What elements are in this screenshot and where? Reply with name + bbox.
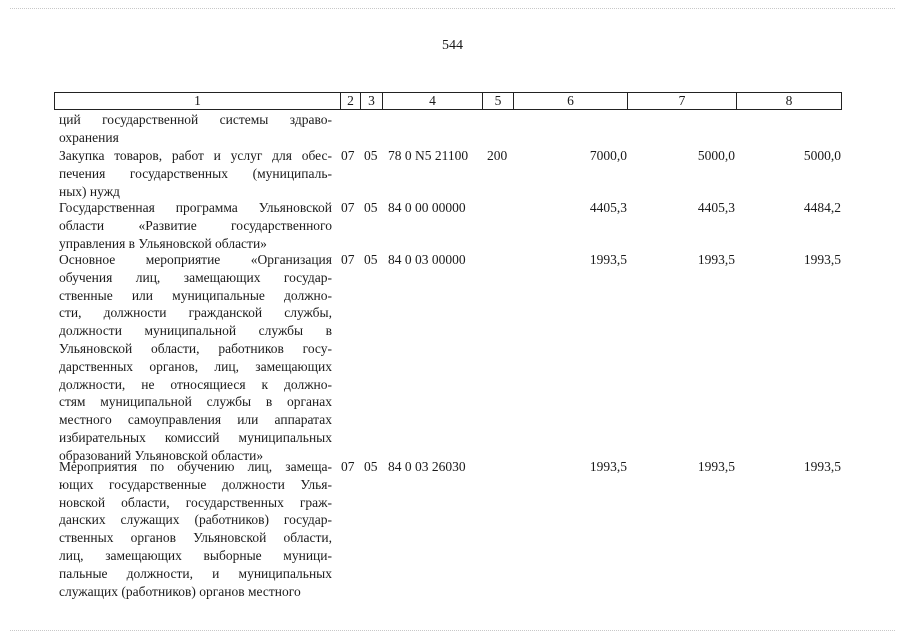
- header-col-7: 7: [628, 93, 737, 109]
- cell-amount-8: 4484,2: [803, 200, 841, 215]
- header-col-4: 4: [383, 93, 483, 109]
- cell-subsection: 05: [364, 200, 378, 215]
- page-number: 544: [442, 38, 463, 53]
- description-line: лиц, замещающих выборные муници-: [59, 547, 332, 563]
- header-col-1: 1: [55, 93, 341, 109]
- cell-amount-7: 5000,0: [697, 148, 735, 163]
- cell-section: 07: [341, 148, 355, 163]
- scan-edge-bottom: [10, 630, 895, 632]
- cell-expense-type: 200: [487, 148, 508, 163]
- cell-section: 07: [341, 200, 355, 215]
- description-line: сти, должности гражданской службы,: [59, 305, 332, 321]
- description-line: стям муниципальной службы в органах: [59, 394, 332, 410]
- description-line: данских служащих (работников) государ-: [59, 512, 332, 528]
- description-line: местного самоуправления или аппаратах: [59, 412, 332, 428]
- description-line: области «Развитие государственного: [59, 217, 332, 233]
- cell-amount-6: 7000,0: [589, 148, 627, 163]
- cell-subsection: 05: [364, 459, 378, 474]
- description-line: образований Ульяновской области»: [59, 447, 264, 463]
- row-description: [59, 251, 332, 465]
- cell-target-code: 84 0 03 00000: [388, 252, 466, 267]
- cell-amount-8: 1993,5: [803, 252, 841, 267]
- cell-amount-7: 1993,5: [697, 459, 735, 474]
- cell-target-code: 84 0 00 00000: [388, 200, 466, 215]
- cell-section: 07: [341, 252, 355, 267]
- cell-amount-6: 1993,5: [589, 252, 627, 267]
- header-col-3: 3: [361, 93, 383, 109]
- header-col-5: 5: [483, 93, 514, 109]
- description-line: ющих государственные должности Улья-: [59, 476, 332, 492]
- cell-section: 07: [341, 459, 355, 474]
- description-line: служащих (работников) органов местного: [59, 583, 301, 599]
- description-line: дарственных органов, лиц, замещающих: [59, 358, 332, 374]
- description-line: избирательных комиссий муниципальных: [59, 429, 332, 445]
- cell-subsection: 05: [364, 148, 378, 163]
- description-line: Государственная программа Ульяновской: [59, 200, 332, 215]
- header-col-6: 6: [514, 93, 628, 109]
- row-description: [59, 199, 332, 252]
- description-line: должности, не относящиеся к должно-: [59, 376, 332, 392]
- description-line: ций государственной системы здраво-: [59, 112, 332, 127]
- description-line: пальные должности, и муниципальных: [59, 565, 332, 581]
- description-line: Закупка товаров, работ и услуг для обес-: [59, 148, 332, 163]
- cell-amount-7: 4405,3: [697, 200, 735, 215]
- cell-amount-8: 5000,0: [803, 148, 841, 163]
- description-line: ственные или муниципальные должно-: [59, 287, 332, 303]
- row-description: [59, 147, 332, 200]
- cell-amount-8: 1993,5: [803, 459, 841, 474]
- cell-amount-6: 1993,5: [589, 459, 627, 474]
- cell-amount-6: 4405,3: [589, 200, 627, 215]
- description-line: охранения: [59, 129, 119, 145]
- header-col-2: 2: [341, 93, 361, 109]
- description-line: Основное мероприятие «Организация: [59, 252, 332, 267]
- description-line: новской области, государственных граж-: [59, 494, 332, 510]
- cell-subsection: 05: [364, 252, 378, 267]
- row-description: [59, 111, 332, 147]
- header-col-8: 8: [785, 93, 793, 108]
- cell-target-code: 78 0 N5 21100: [388, 148, 469, 163]
- row-description: [59, 458, 332, 600]
- table-header-row: [54, 92, 842, 110]
- description-line: ственных органов Ульяновской области,: [59, 530, 332, 546]
- description-line: обучения лиц, замещающих государ-: [59, 269, 332, 285]
- description-line: должности муниципальной службы в: [59, 323, 332, 339]
- description-line: ных) нужд: [59, 183, 120, 199]
- cell-amount-7: 1993,5: [697, 252, 735, 267]
- description-line: Мероприятия по обучению лиц, замеща-: [59, 459, 332, 474]
- description-line: Ульяновской области, работников госу-: [59, 340, 332, 356]
- cell-target-code: 84 0 03 26030: [388, 459, 466, 474]
- description-line: печения государственных (муниципаль-: [59, 165, 332, 181]
- description-line: управления в Ульяновской области»: [59, 235, 267, 251]
- scan-edge-top: [10, 8, 895, 10]
